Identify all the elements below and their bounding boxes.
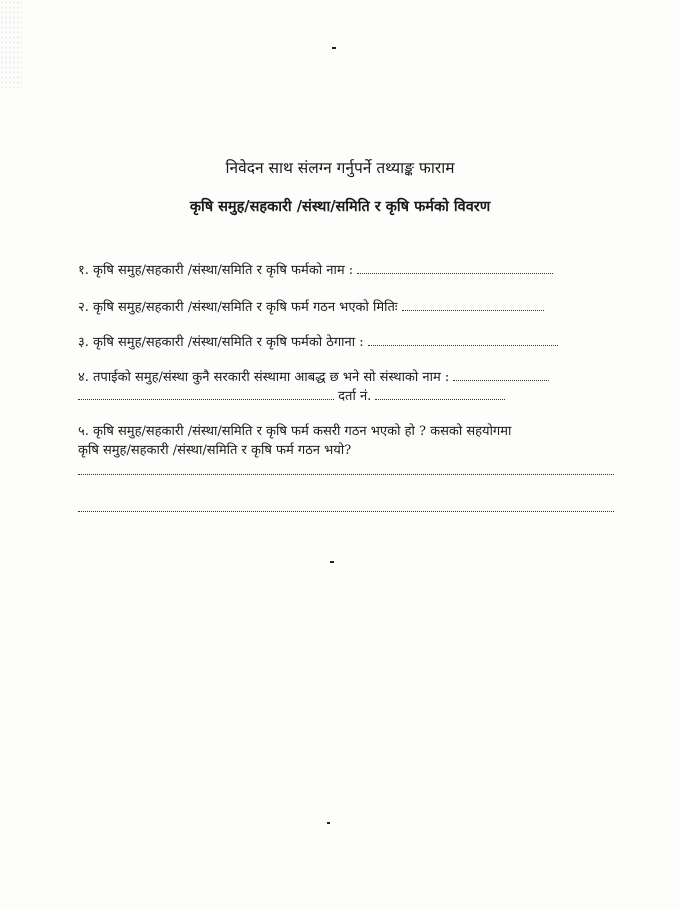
question-5-line2 <box>78 442 618 460</box>
scan-mark-middle <box>330 561 334 563</box>
registration-number-blank[interactable] <box>375 388 505 400</box>
scan-mark-bottom <box>327 822 330 824</box>
question-2-blank[interactable] <box>402 299 544 311</box>
question-3 <box>78 334 618 352</box>
question-2 <box>78 299 618 317</box>
form-subtitle: कृषि समुह/सहकारी /संस्था/समिति र कृषि फर्मको विवरण <box>189 198 491 215</box>
question-2-label: २. कृषि समुह/सहकारी /संस्था/समिति र कृषि फर्म गठन भएको मितिः <box>78 300 398 315</box>
question-5-label-line1: ५. कृषि समुह/सहकारी /संस्था/समिति र कृषि फर्म कसरी गठन भएको हो ? कसको सहयोगमा <box>78 424 512 439</box>
question-4 <box>78 369 618 387</box>
registration-number-label: दर्ता नं. <box>338 389 372 404</box>
question-3-blank[interactable] <box>368 334 558 346</box>
question-5-label-line2: कृषि समुह/सहकारी /संस्था/समिति र कृषि फर्म गठन भयो? <box>78 443 352 458</box>
question-3-label: ३. कृषि समुह/सहकारी /संस्था/समिति र कृषि फर्मको ठेगाना : <box>78 335 364 350</box>
question-4-name-blank[interactable] <box>78 388 334 400</box>
answer-line-2[interactable] <box>78 511 614 512</box>
question-5 <box>78 423 618 441</box>
scan-speckle <box>0 0 22 90</box>
question-1-blank[interactable] <box>357 262 553 274</box>
question-1-label: १. कृषि समुह/सहकारी /संस्था/समिति र कृषि फर्मको नाम : <box>78 263 354 278</box>
form-title: निवेदन साथ संलग्न गर्नुपर्ने तथ्याङ्क फाराम <box>225 159 455 177</box>
question-4-label: ४. तपाईको समुह/संस्था कुनै सरकारी संस्थामा आबद्ध छ भने सो संस्थाको नाम : <box>78 370 450 385</box>
question-4-blank[interactable] <box>453 369 549 381</box>
question-4-continued <box>78 388 618 406</box>
scan-mark-top <box>332 47 336 49</box>
question-1 <box>78 262 618 280</box>
answer-line-1[interactable] <box>78 474 614 475</box>
